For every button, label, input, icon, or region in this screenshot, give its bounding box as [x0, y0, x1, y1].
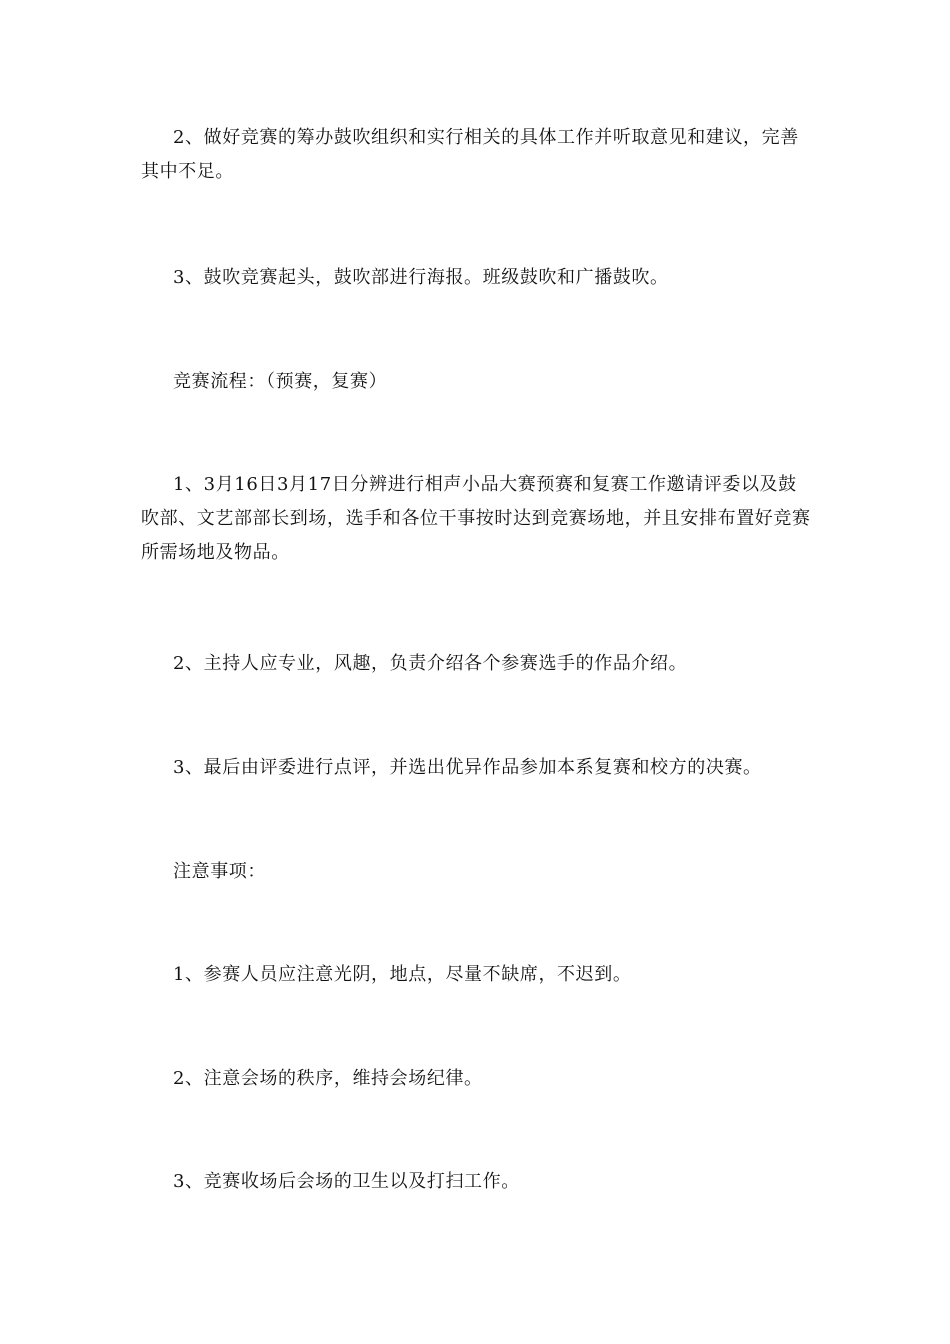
paragraph-cleanup: 3、竞赛收场后会场的卫生以及打扫工作。 [173, 1171, 520, 1192]
section-heading-notes: 注意事项： [173, 861, 266, 882]
paragraph-host: 2、主持人应专业，风趣，负责介绍各个参赛选手的作品介绍。 [173, 653, 688, 674]
paragraph-preparation-work: 2、做好竞赛的筹办鼓吹组织和实行相关的具体工作并听取意见和建议，完善其中不足。 [141, 127, 799, 182]
paragraph-attendance: 1、参赛人员应注意光阴，地点，尽量不缺席，不迟到。 [173, 964, 632, 985]
paragraph-judging: 3、最后由评委进行点评，并选出优异作品参加本系复赛和校方的决赛。 [173, 757, 762, 778]
paragraph-publicity: 3、鼓吹竞赛起头，鼓吹部进行海报。班级鼓吹和广播鼓吹。 [173, 267, 669, 288]
section-heading-process: 竞赛流程：（预赛，复赛） [173, 371, 388, 392]
paragraph-order: 2、注意会场的秩序，维持会场纪律。 [173, 1068, 483, 1089]
paragraph-schedule: 1、3月16日3月17日分辨进行相声小品大赛预赛和复赛工作邀请评委以及鼓吹部、文艺部部长到场，选手和各位干事按时达到竞赛场地，并且安排布置好竞赛所需场地及物品。 [141, 474, 811, 563]
